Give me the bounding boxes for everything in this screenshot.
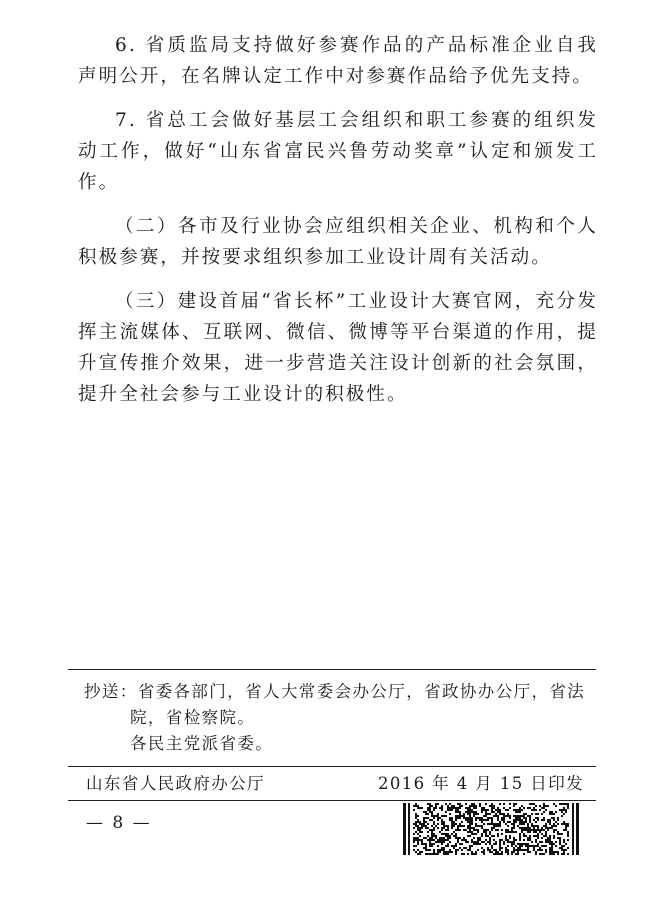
paragraph-section-2: （二）各市及行业协会应组织相关企业、机构和个人积极参赛，并按要求组织参加工业设计周有关活动。 xyxy=(78,216,598,268)
cc-block xyxy=(68,669,596,767)
cc-line-3: 各民主党派省委。 xyxy=(130,734,274,753)
paragraph-section-3: （三）建设首届“省长杯”工业设计大赛官网，充分发挥主流媒体、互联网、微信、微博等平台渠道的作用，提升宣传推介效果，进一步营造关注设计创新的社会氛围，提升全社会参与工业设计的积极性。 xyxy=(78,291,598,405)
barcode-icon xyxy=(403,803,579,855)
cc-line-1: 抄送：省委各部门，省人大常委会办公厅，省政协办公厅，省法 xyxy=(84,682,586,701)
body-text xyxy=(78,30,598,423)
issuer-row xyxy=(68,764,596,801)
paragraph-item-6: 6. 省质监局支持做好参赛作品的产品标准企业自我声明公开，在名牌认定工作中对参赛作品给予优先支持。 xyxy=(78,35,598,87)
issuer-name: 山东省人民政府办公厅 xyxy=(86,774,265,793)
paragraph-item-7: 7. 省总工会做好基层工会组织和职工参赛的组织发动工作，做好“山东省富民兴鲁劳动奖章”认定和颁发工作。 xyxy=(78,110,598,193)
issue-date: 2016 年 4 月 15 日印发 xyxy=(377,774,584,793)
cc-line-2: 院，省检察院。 xyxy=(130,708,256,727)
page-number: — 8 — xyxy=(86,813,152,833)
